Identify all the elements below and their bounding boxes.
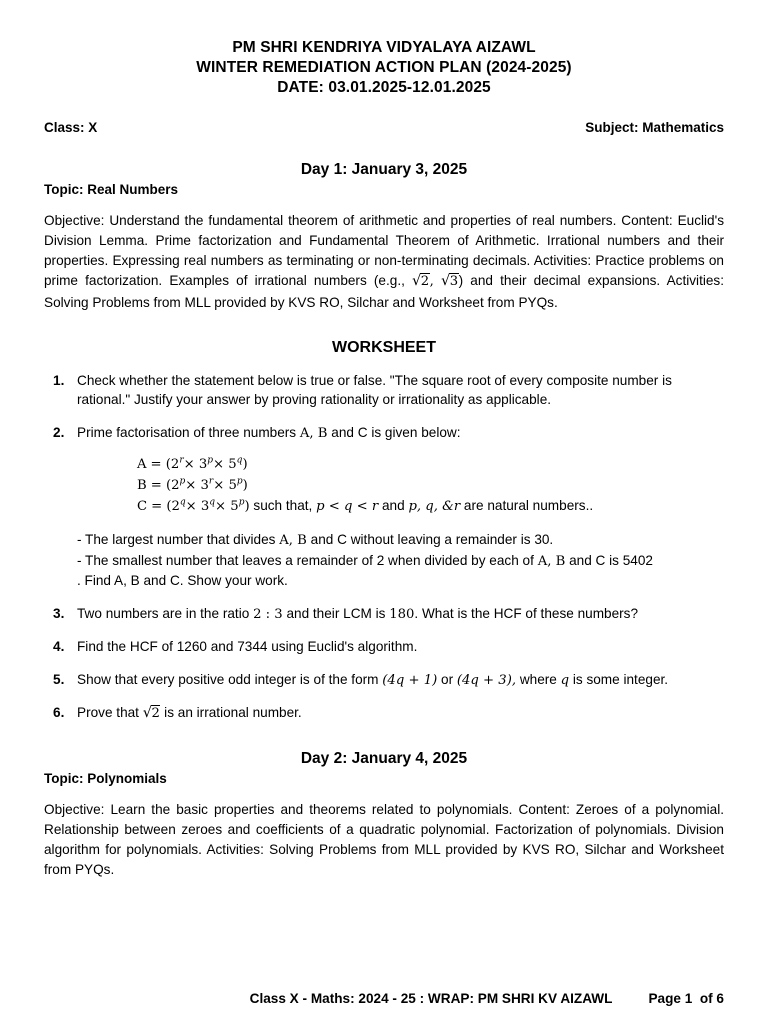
- equation-c-tail-1: such that,: [253, 498, 313, 514]
- day1-objective-part2: ) and their decimal expansions. Activities: Solving Problems from MLL provided by KVS RO, Silchar and Worksheet from PYQs.: [44, 273, 724, 310]
- equation-c-tail-3: are natural numbers..: [463, 498, 594, 514]
- condition-line-2: - The smallest number that leaves a remainder of 2 when divided by each of A, B and C is 5402: [77, 552, 653, 569]
- question-3: Two numbers are in the ratio 2 : 3 and their LCM is 180. What is the HCF of these numbers?: [77, 606, 639, 623]
- footer-page-number: Page 1 of 6: [648, 991, 724, 1006]
- subject-label: Subject: Mathematics: [585, 120, 724, 136]
- radical-sign-icon: √: [142, 705, 152, 722]
- question-2: [44, 423, 724, 591]
- institution-name: PM SHRI KENDRIYA VIDYALAYA AIZAWL: [232, 39, 536, 56]
- day1-objective-part1: Objective: Understand the fundamental theorem of arithmetic and properties of real numbers. Content: Euclid's Division Lemma. Prime factorization and Fundamental Theorem of Arithmetic. Irrational numbers and their properties. Expressing real numbers as terminating or non-terminating decimals. Activities: Practice problems on prime factorization. Examples of irrational numbers (e.g.,: [44, 213, 724, 289]
- day2-topic: Topic: Polynomials: [44, 771, 167, 787]
- sqrt-3-inline: √3: [441, 273, 459, 290]
- form-4q-plus-1: (4q + 1): [382, 672, 438, 688]
- document-header: [44, 0, 724, 98]
- day2-heading: Day 2: January 4, 2025: [300, 750, 468, 768]
- question-2-equations: [137, 454, 724, 517]
- day2-objective: Objective: Learn the basic properties and theorems related to polynomials. Content: Zeroes of a polynomial. Relationship between zeroes and coefficients of a quadratic polynomial. Factorization of polynomials. Division algorithm for polynomials. Activities: Solving Problems from MLL provided by KVS RO, Silchar and Worksheet from PYQs.: [44, 802, 724, 878]
- vars-p-q-r: p, q, &r: [408, 499, 461, 515]
- ratio-value: 2 : 3: [253, 607, 283, 623]
- question-2-intro-b: and C is given below:: [331, 425, 461, 441]
- condition-line-1: - The largest number that divides A, B and C without leaving a remainder is 30.: [77, 532, 554, 549]
- sqrt-2-inline: √2: [412, 273, 430, 290]
- equation-b: $B = (2^p\times 3^r\times 5^p)$: [137, 476, 248, 494]
- document-footer: [44, 991, 724, 1006]
- question-6: Prove that √2 is an irrational number.: [77, 705, 302, 722]
- question-2-intro-vars: A, B: [299, 426, 328, 442]
- day1-topic: Topic: Real Numbers: [44, 182, 179, 198]
- question-1-text: Check whether the statement below is true or false. "The square root of every composite number is rational." Justify your answer by proving rationality or irrationality as applicable.: [77, 372, 672, 408]
- radical-sign-icon: √: [412, 273, 422, 290]
- equation-c: $C = (2^q\times 3^q\times 5^p)$ such that, p < q < r and p, q, &r are natural numbers..: [137, 497, 594, 515]
- equation-c-tail-2: and: [381, 498, 405, 514]
- question-1: [44, 371, 724, 410]
- class-subject-bar: [44, 120, 724, 135]
- plan-title: WINTER REMEDIATION ACTION PLAN (2024-2025): [196, 59, 572, 77]
- lcm-value: 180: [389, 607, 415, 623]
- question-2-intro-a: Prime factorisation of three numbers: [77, 425, 297, 441]
- sqrt-2-q6: √2: [142, 705, 160, 722]
- worksheet-question-list: [44, 371, 724, 725]
- condition-line-3: . Find A, B and C. Show your work.: [77, 573, 288, 589]
- inequality-p-q-r: p < q < r: [316, 499, 379, 515]
- sqrt-separator: ,: [429, 274, 434, 290]
- question-2-conditions: [77, 530, 724, 591]
- worksheet-title: WORKSHEET: [332, 338, 436, 356]
- class-label: Class: X: [44, 120, 98, 136]
- plan-date-range: DATE: 03.01.2025-12.01.2025: [277, 79, 491, 97]
- question-5: Show that every positive odd integer is of the form (4q + 1) or (4q + 3), where q is some integer.: [77, 671, 669, 688]
- day1-objective: [44, 211, 724, 312]
- question-4-text: Find the HCF of 1260 and 7344 using Euclid's algorithm.: [77, 639, 418, 655]
- form-4q-plus-3: (4q + 3),: [456, 672, 517, 688]
- radical-sign-icon: √: [441, 273, 451, 290]
- footer-document-label: Class X - Maths: 2024 - 25 : WRAP: PM SHRI KV AIZAWL: [249, 991, 613, 1006]
- day1-heading: Day 1: January 3, 2025: [300, 161, 468, 179]
- variable-q: q: [560, 672, 570, 688]
- question-4: [44, 637, 724, 657]
- equation-a: $A = (2^r\times 3^p\times 5^q)$: [137, 455, 248, 473]
